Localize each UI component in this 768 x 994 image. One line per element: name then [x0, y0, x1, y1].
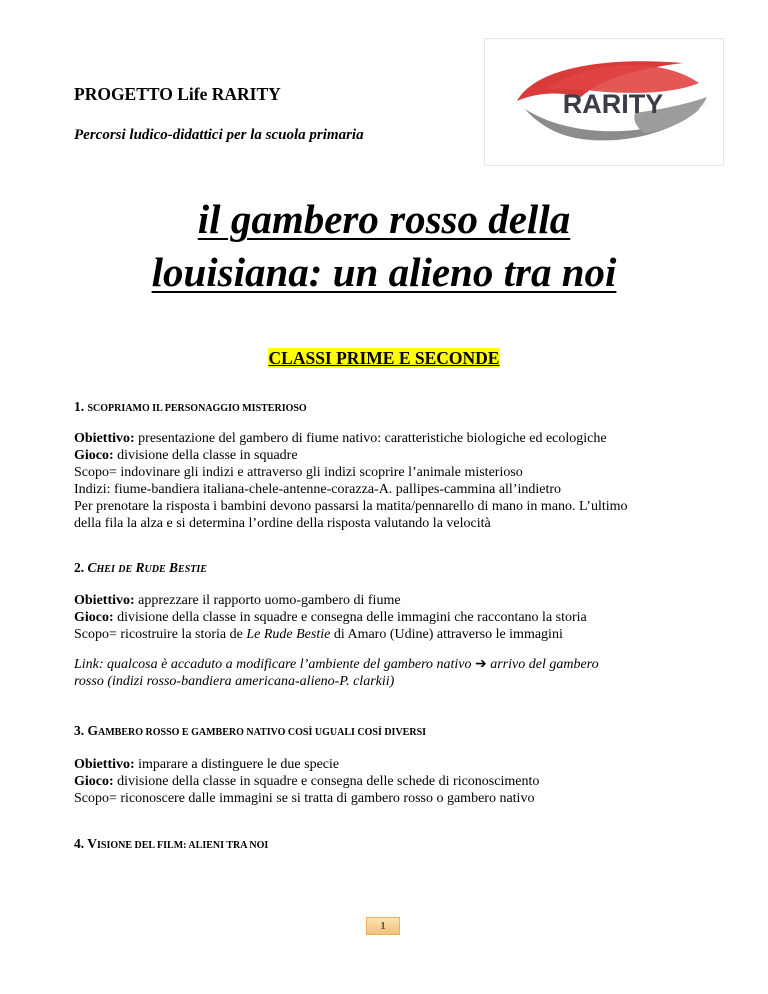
section-2-link-line-2: rosso (indizi rosso-bandiera americana-alieno-P. clarkii): [74, 674, 395, 689]
section-1-body: [74, 430, 714, 532]
rarity-logo: [484, 38, 724, 166]
page-number: 1: [366, 917, 400, 935]
section-1-gioco: Gioco: divisione della classe in squadre: [74, 448, 298, 463]
section-1-note-2: della fila la alza e si determina l’ordine della risposta valutando la velocità: [74, 516, 491, 531]
section-4-title: 4. VISIONE DEL FILM: ALIENI TRA NOI: [74, 836, 269, 851]
section-2-scopo: Scopo= ricostruire la storia de Le Rude Bestie di Amaro (Udine) attraverso le immagini: [74, 627, 563, 642]
class-heading: [0, 348, 768, 369]
class-heading-text: CLASSI PRIME E SECONDE: [268, 348, 500, 368]
section-3-obiettivo: Obiettivo: imparare a distinguere le due specie: [74, 757, 340, 772]
rarity-logo-graphic: [485, 39, 725, 167]
main-title: [70, 193, 698, 299]
project-title: PROGETTO Life RARITY: [74, 84, 281, 104]
section-3-body: [74, 756, 714, 807]
section-2-title: 2. CHEI DE RUDE BESTIE: [74, 560, 207, 575]
section-3-title: 3. GAMBERO ROSSO E GAMBERO NATIVO COSÌ UGUALI COSÌ DIVERSI: [74, 723, 427, 738]
section-1-title: 1. SCOPRIAMO IL PERSONAGGIO MISTERIOSO: [74, 399, 307, 414]
section-3-scopo: Scopo= riconoscere dalle immagini se si tratta di gambero rosso o gambero nativo: [74, 791, 535, 806]
main-title-line-2: louisiana: un alieno tra noi: [151, 249, 617, 295]
logo-text: RARITY: [562, 89, 664, 119]
section-2-link: [74, 656, 714, 690]
section-2-obiettivo: Obiettivo: apprezzare il rapporto uomo-gambero di fiume: [74, 593, 401, 608]
main-title-line-1: il gambero rosso della: [197, 196, 571, 242]
subtitle: Percorsi ludico-didattici per la scuola primaria: [74, 127, 364, 143]
section-2-body: [74, 592, 714, 643]
arrow-right-icon: ➔: [475, 657, 487, 672]
section-1-note-1: Per prenotare la risposta i bambini devono passarsi la matita/pennarello di mano in mano. L’ultimo: [74, 499, 628, 514]
section-3-gioco: Gioco: divisione della classe in squadre e consegna delle schede di riconoscimento: [74, 774, 540, 789]
section-1-obiettivo: Obiettivo: presentazione del gambero di fiume nativo: caratteristiche biologiche ed ecologiche: [74, 431, 607, 446]
section-1-indizi: Indizi: fiume-bandiera italiana-chele-antenne-corazza-A. pallipes-cammina all’indietro: [74, 482, 562, 497]
section-2-link-line-1: Link: qualcosa è accaduto a modificare l’ambiente del gambero nativo ➔ arrivo del gambero: [74, 657, 599, 672]
section-2-gioco: Gioco: divisione della classe in squadre e consegna delle immagini che raccontano la storia: [74, 610, 587, 625]
section-1-scopo: Scopo= indovinare gli indizi e attraverso gli indizi scoprire l’animale misterioso: [74, 465, 523, 480]
